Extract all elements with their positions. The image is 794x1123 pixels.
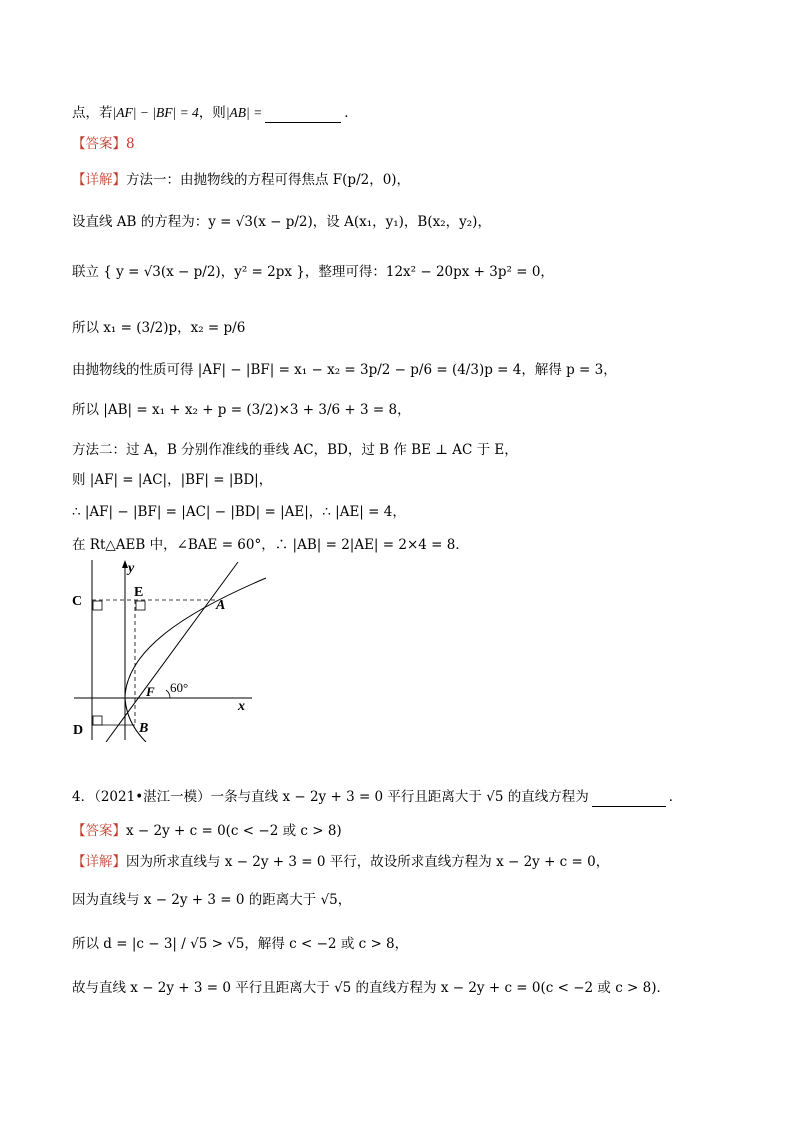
q4-stem-end: ．	[668, 789, 683, 805]
label-f: F	[146, 684, 155, 699]
answer-tag: 【答案】	[72, 823, 126, 839]
answer-blank	[592, 786, 666, 807]
q3-detail-line-2: 设直线 AB 的方程为：y = √3(x − p/2)，设 A(x₁，y₁)，B(x₂，y₂)，	[72, 214, 491, 230]
q3-detail-line-6: 所以 |AB| = x₁ + x₂ + p = (3/2)×3 + 3/6 + 3 = 8，	[72, 402, 411, 418]
right-angle-c	[93, 601, 102, 610]
q3-detail-line-10: 在 Rt△AEB 中，∠BAE = 60°，∴ |AB| = 2|AE| = 2×4 = 8．	[72, 537, 469, 553]
answer-tag: 【答案】	[72, 136, 126, 152]
q3-detail-line-8: 则 |AF| = |AC|，|BF| = |BD|，	[72, 472, 273, 488]
parabola-curve	[125, 578, 266, 742]
right-angle-e	[136, 601, 145, 610]
q3-detail-line-4: 所以 x₁ = (3/2)p，x₂ = p/6	[72, 320, 246, 336]
q3-stem-prefix: 点，若	[72, 105, 113, 121]
focal-line	[106, 562, 238, 742]
q3-stem-condition: |AF| − |BF| = 4	[112, 105, 199, 120]
label-y: y	[128, 561, 135, 576]
detail-text: 因为所求直线与 x − 2y + 3 = 0 平行，故设所求直线方程为 x − 2y + c = 0，	[126, 854, 610, 870]
label-c: C	[72, 594, 83, 609]
label-b: B	[139, 721, 149, 736]
q3-stem-ask: |AB| =	[225, 105, 263, 120]
right-angle-d	[93, 716, 102, 725]
label-e: E	[134, 585, 144, 600]
detail-tag: 【详解】	[72, 172, 126, 188]
label-a: A	[216, 598, 226, 613]
parabola-diagram	[66, 560, 276, 742]
answer-blank	[265, 102, 341, 123]
detail-tag: 【详解】	[72, 854, 126, 870]
q3-detail-line-1	[72, 170, 410, 190]
q3-stem-end: ．	[344, 105, 358, 121]
q3-stem-mid: ，则	[198, 105, 226, 121]
q4-detail-line-1	[72, 852, 609, 872]
q4-detail-line-2: 因为直线与 x − 2y + 3 = 0 的距离大于 √5，	[72, 892, 352, 908]
q4-detail-line-3: 所以 d = |c − 3| / √5 > √5，解得 c < −2 或 c > 8，	[72, 936, 409, 952]
q3-detail-line-7: 方法二：过 A，B 分别作准线的垂线 AC，BD，过 B 作 BE ⊥ AC 于 E，	[72, 442, 518, 458]
q3-detail-line-9: ∴ |AF| − |BF| = |AC| − |BD| = |AE|，∴ |AE| = 4，	[72, 504, 406, 520]
answer-value: 8	[126, 136, 135, 152]
answer-value: x − 2y + c = 0(c < −2 或 c > 8)	[126, 823, 342, 839]
label-angle: 60°	[170, 680, 189, 695]
q4-detail-line-4: 故与直线 x − 2y + 3 = 0 平行且距离大于 √5 的直线方程为 x − 2y + c = 0(c < −2 或 c > 8)．	[72, 980, 671, 996]
label-x: x	[238, 699, 245, 714]
q3-stem-tail	[72, 102, 358, 123]
q4-answer	[72, 821, 342, 841]
q3-detail-line-3: 联立 { y = √3(x − p/2)，y² = 2px }，整理可得：12x² − 20px + 3p² = 0，	[72, 264, 554, 280]
q3-answer	[72, 134, 135, 154]
q4-stem-text: 4．（2021•湛江一模）一条与直线 x − 2y + 3 = 0 平行且距离大于 √5 的直线方程为	[72, 789, 589, 805]
q3-detail-line-5: 由抛物线的性质可得 |AF| − |BF| = x₁ − x₂ = 3p/2 − p/6 = (4/3)p = 4，解得 p = 3，	[72, 362, 617, 378]
label-d: D	[73, 723, 84, 738]
detail-text: 方法一：由抛物线的方程可得焦点 F(p/2，0)，	[126, 172, 411, 188]
q4-stem	[72, 786, 682, 807]
